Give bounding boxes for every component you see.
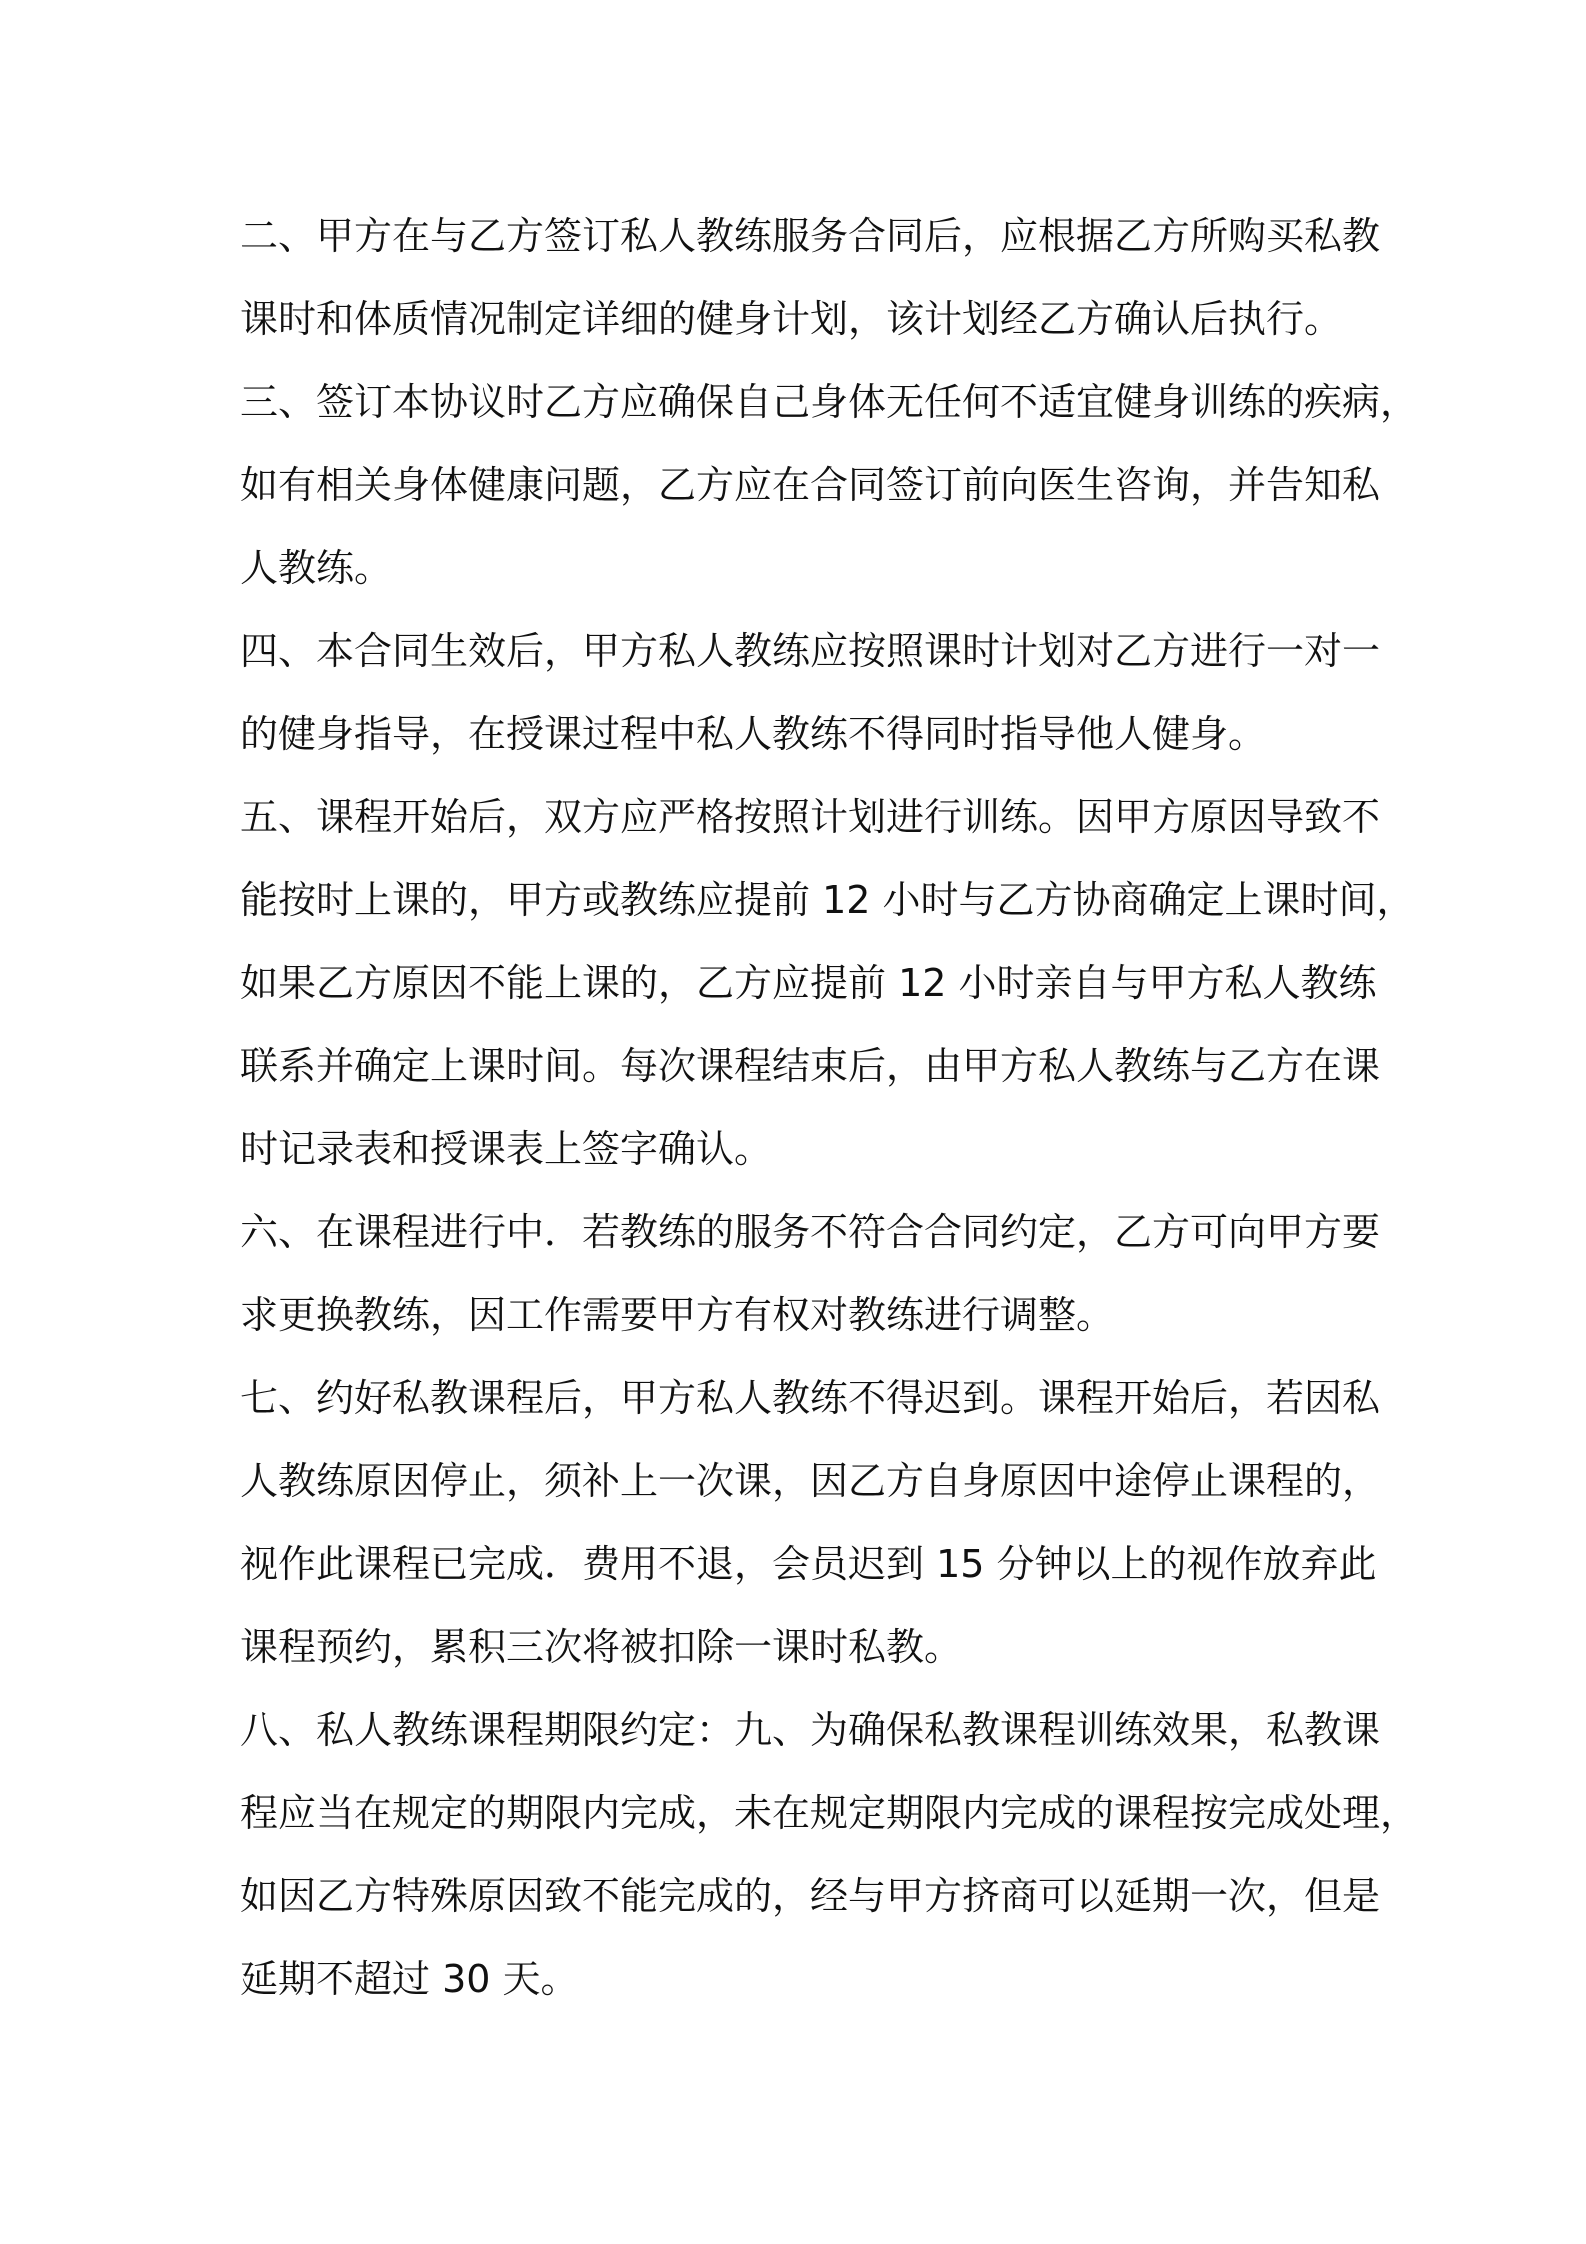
text-line: 时记录表和授课表上签字确认。 bbox=[240, 1127, 773, 1171]
text-line: 五、课程开始后，双方应严格按照计划进行训练。因甲方原因导致不 bbox=[240, 795, 1381, 839]
text-line: 联系并确定上课时间。每次课程结束后，由甲方私人教练与乙方在课 bbox=[240, 1044, 1381, 1088]
text-line: 的健身指导，在授课过程中私人教练不得同时指导他人健身。 bbox=[240, 712, 1267, 756]
text-line: 延期不超过 30 天。 bbox=[240, 1957, 579, 2001]
text-line: 视作此课程已完成．费用不退，会员迟到 15 分钟以上的视作放弃此 bbox=[240, 1542, 1377, 1586]
contract-text bbox=[240, 195, 1419, 2021]
text-line: 八、私人教练课程期限约定：九、为确保私教课程训练效果，私教课 bbox=[240, 1708, 1381, 1752]
text-line: 人教练原因停止，须补上一次课，因乙方自身原因中途停止课程的， bbox=[240, 1459, 1381, 1503]
text-line: 能按时上课的，甲方或教练应提前 12 小时与乙方协商确定上课时间， bbox=[240, 878, 1415, 922]
text-line: 七、约好私教课程后，甲方私人教练不得迟到。课程开始后，若因私 bbox=[240, 1376, 1381, 1420]
text-line: 程应当在规定的期限内完成，未在规定期限内完成的课程按完成处理， bbox=[240, 1791, 1419, 1835]
text-line: 如果乙方原因不能上课的，乙方应提前 12 小时亲自与甲方私人教练 bbox=[240, 961, 1377, 1005]
text-line: 三、签订本协议时乙方应确保自己身体无任何不适宜健身训练的疾病， bbox=[240, 380, 1419, 424]
text-line: 六、在课程进行中．若教练的服务不符合合同约定，乙方可向甲方要 bbox=[240, 1210, 1381, 1254]
text-line: 如因乙方特殊原因致不能完成的，经与甲方挤商可以延期一次，但是 bbox=[240, 1874, 1381, 1918]
text-line: 课时和体质情况制定详细的健身计划，该计划经乙方确认后执行。 bbox=[240, 297, 1343, 341]
text-line: 人教练。 bbox=[240, 546, 393, 590]
text-line: 求更换教练，因工作需要甲方有权对教练进行调整。 bbox=[240, 1293, 1115, 1337]
text-line: 课程预约，累积三次将被扣除一课时私教。 bbox=[240, 1625, 963, 1669]
text-line: 四、本合同生效后，甲方私人教练应按照课时计划对乙方进行一对一 bbox=[240, 629, 1381, 673]
text-line: 如有相关身体健康问题，乙方应在合同签订前向医生咨询，并告知私 bbox=[240, 463, 1381, 507]
text-line: 二、甲方在与乙方签订私人教练服务合同后，应根据乙方所购买私教 bbox=[240, 214, 1381, 258]
